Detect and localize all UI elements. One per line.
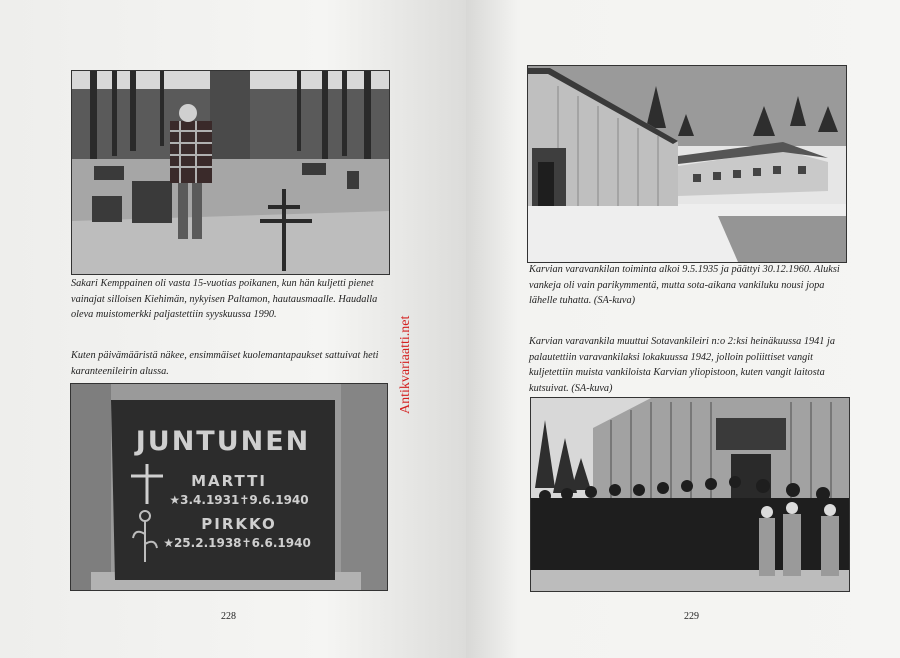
watermark	[396, 246, 414, 416]
gravestone-dates-2: ★25.2.1938✝6.6.1940	[163, 536, 311, 550]
caption-gravestone-dates: Kuten päivämääristä näkee, ensimmäiset kuolemantapaukset sattuivat heti karanteenileirin alussa.	[71, 350, 379, 377]
gravestone-name-1: MARTTI	[191, 472, 267, 490]
prisoners-crowd-photo	[530, 397, 850, 592]
caption-pow-camp: Karvian varavankila muuttui Sotavankileiri n:o 2:ksi heinäkuussa 1941 ja palautettiin varavankilaksi lokakuussa 1942, jolloin poliittiset vangit kuljetettiin muista vankiloista Karvian yliopistoon, kuten vangit laitosta kutsuivat. (SA-kuva)	[529, 336, 836, 394]
caption-sakari-kemppainen: Sakari Kemppainen oli vasta 15-vuotias poikanen, kun hän kuljetti pienet vainajat silloisen Kiehimän, nykyisen Paltamon, hautausmaalle. Haudalla oleva muistomerkki paljastettiin syyskuussa 1990.	[71, 278, 378, 320]
page-number-left: 228	[221, 611, 236, 622]
right-page	[466, 0, 900, 658]
page-number-right: 229	[684, 611, 699, 622]
prisoners-crowd-image	[531, 398, 849, 591]
watermark-text: Antikvariaatti.net	[398, 315, 413, 414]
gravestone-dates-1: ★3.4.1931✝9.6.1940	[169, 493, 309, 507]
gravestone-surname: JUNTUNEN	[135, 426, 311, 457]
gravestone-image	[71, 384, 387, 590]
gravestone-photo	[70, 383, 388, 591]
prison-building-image	[528, 66, 846, 262]
gravestone-name-2: PIRKKO	[201, 515, 277, 533]
cemetery-photo-image	[72, 71, 389, 274]
cemetery-photo	[71, 70, 390, 275]
prison-building-photo	[527, 65, 847, 263]
caption-karvia-prison: Karvian varavankilan toiminta alkoi 9.5.1935 ja päättyi 30.12.1960. Aluksi vankeja oli vain parikymmentä, mutta sota-aikana vankiluku nousi jopa lähelle tuhatta. (SA-kuva)	[529, 264, 840, 306]
